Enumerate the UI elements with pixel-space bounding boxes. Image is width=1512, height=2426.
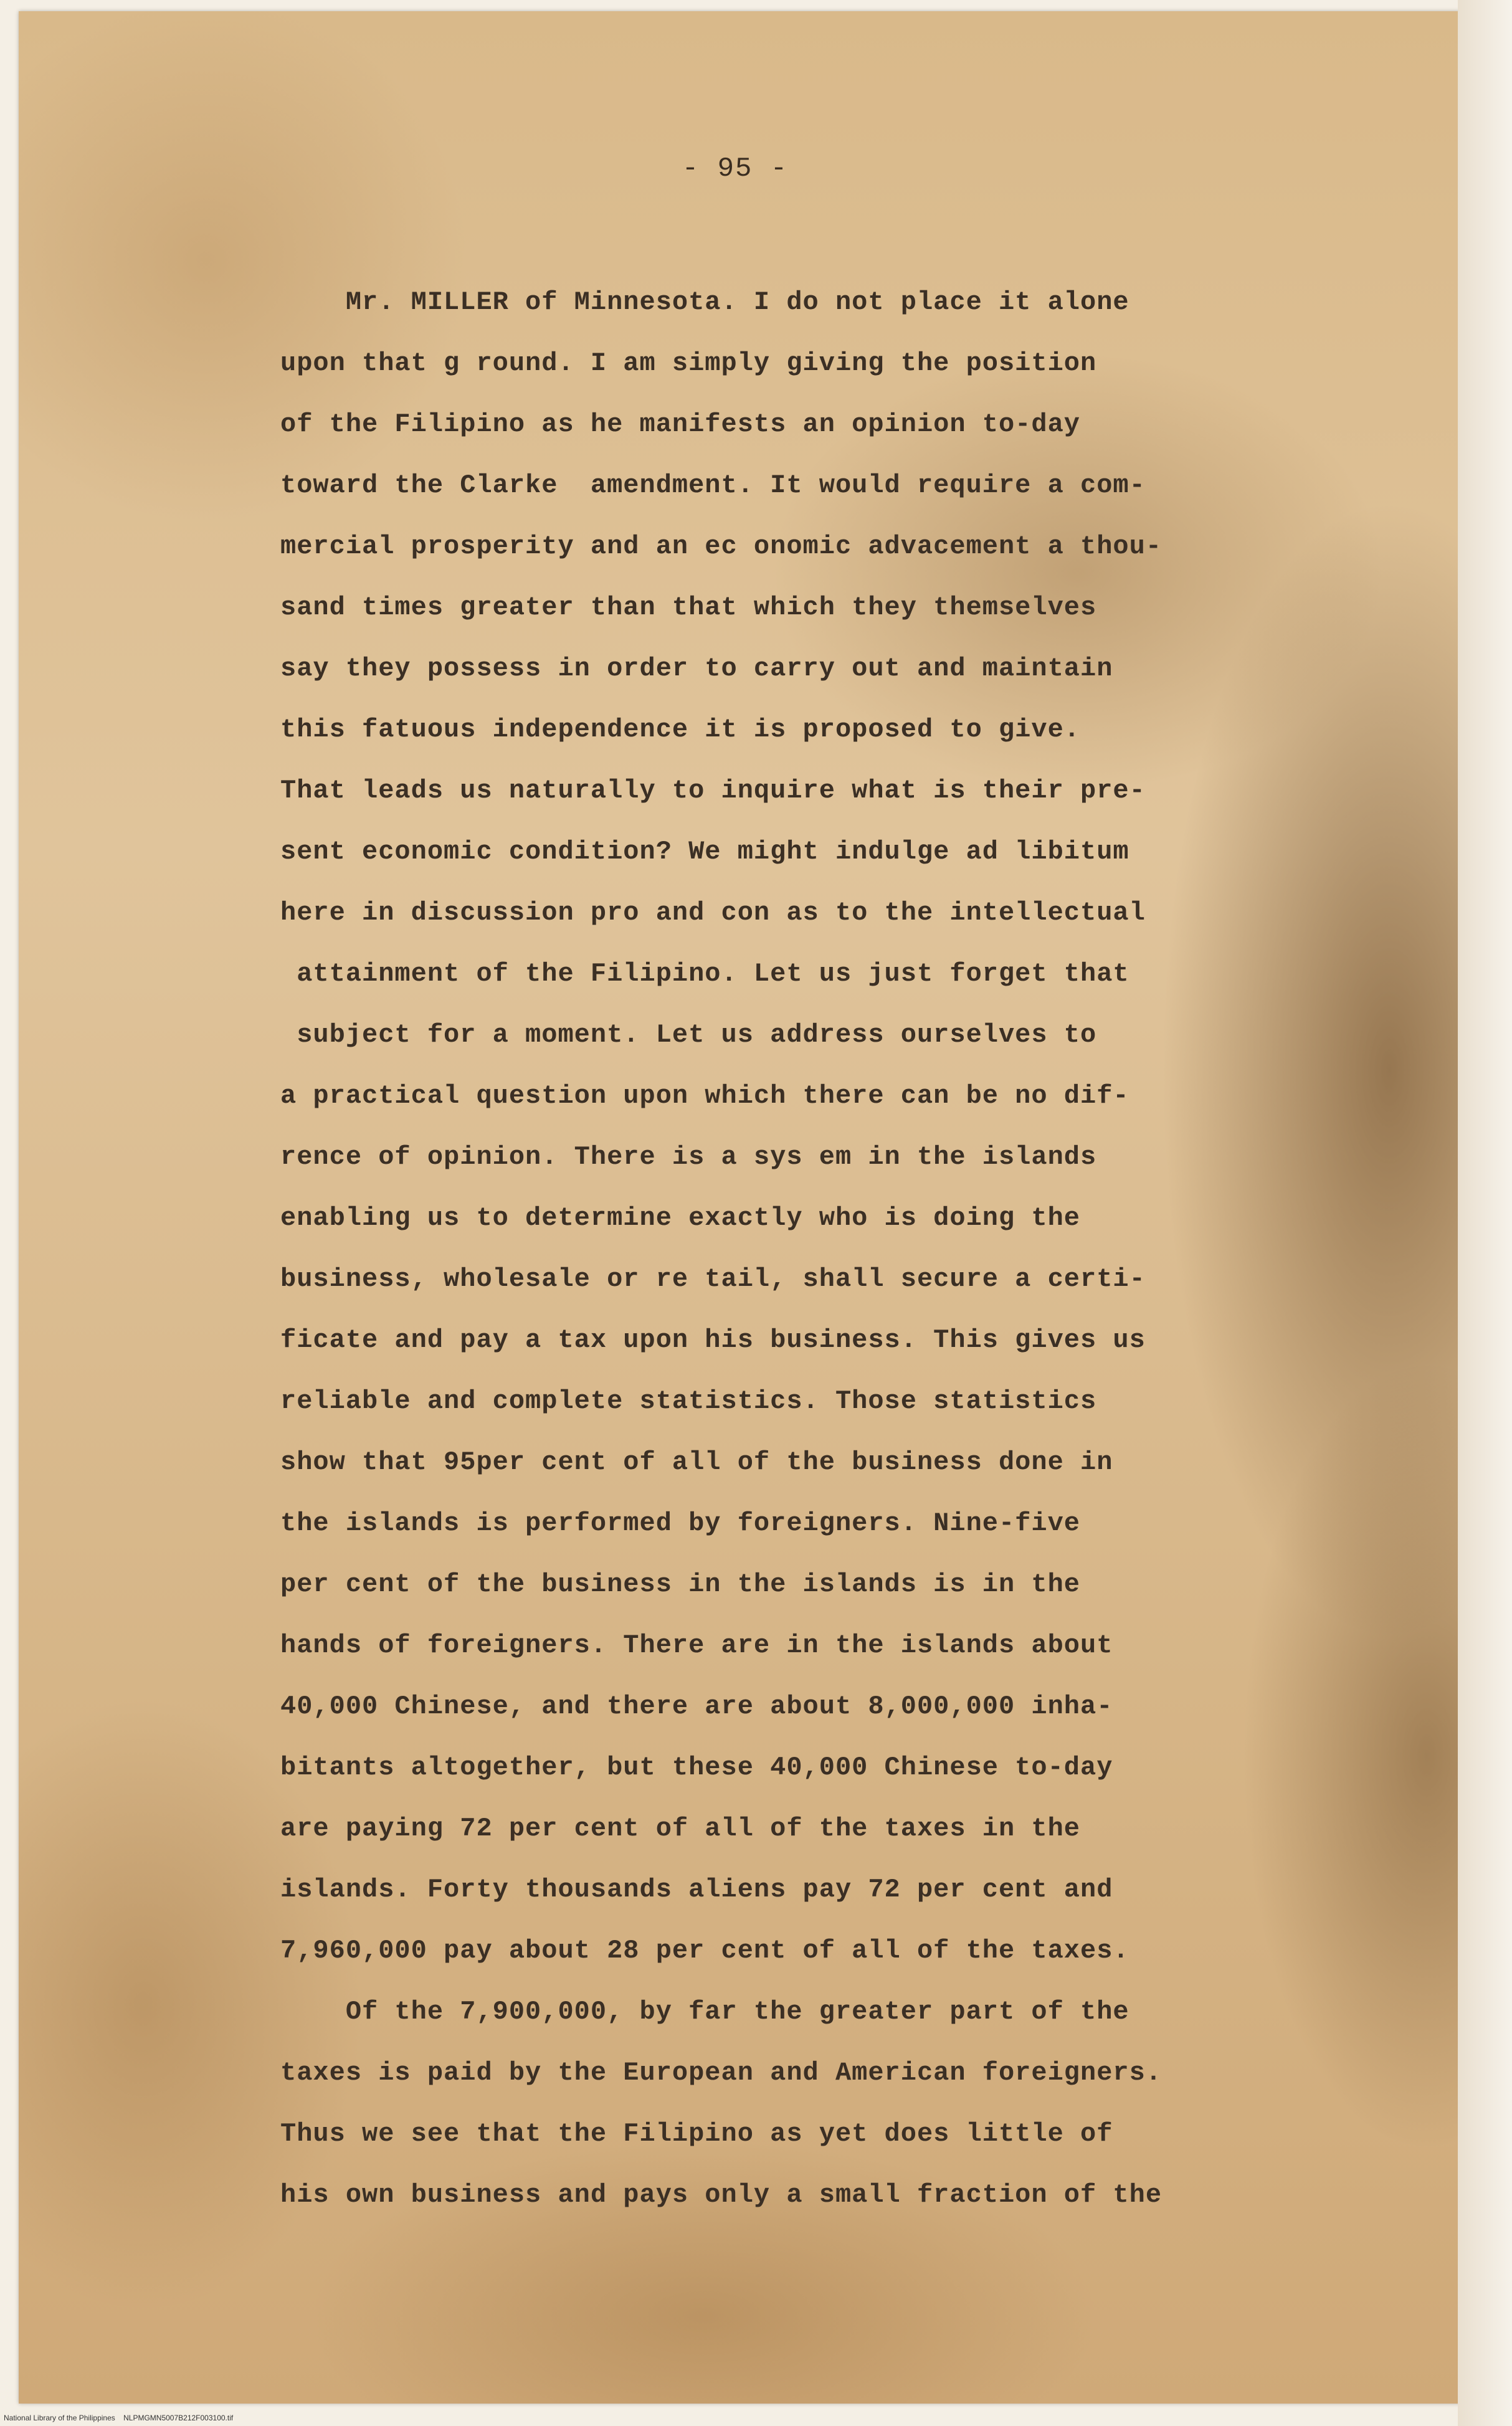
- text-line: Mr. MILLER of Minnesota. I do not place it alone: [280, 287, 1129, 317]
- text-line: Of the 7,900,000, by far the greater part of the: [280, 1997, 1129, 2027]
- body-text: [280, 272, 1290, 2225]
- text-line: 7,960,000 pay about 28 per cent of all of the taxes.: [280, 1936, 1129, 1966]
- text-line: business, wholesale or re tail, shall secure a certi-: [280, 1264, 1146, 1294]
- text-line: here in discussion pro and con as to the intellectual: [280, 898, 1146, 928]
- text-line: That leads us naturally to inquire what is their pre-: [280, 776, 1146, 806]
- archive-footer: National Library of the Philippines NLPMGMN5007B212F003100.tif: [4, 2414, 234, 2422]
- scan-margin: [1458, 0, 1512, 2426]
- text-line: show that 95per cent of all of the business done in: [280, 1447, 1113, 1477]
- text-line: ficate and pay a tax upon his business. This gives us: [280, 1325, 1146, 1355]
- text-line: Thus we see that the Filipino as yet does little of: [280, 2119, 1113, 2149]
- text-line: mercial prosperity and an ec onomic advacement a thou-: [280, 531, 1163, 561]
- text-line: sand times greater than that which they themselves: [280, 592, 1097, 622]
- text-line: rence of opinion. There is a sys em in the islands: [280, 1142, 1097, 1172]
- text-line: taxes is paid by the European and American foreigners.: [280, 2058, 1163, 2088]
- text-line: islands. Forty thousands aliens pay 72 per cent and: [280, 1875, 1113, 1905]
- text-line: attainment of the Filipino. Let us just forget that: [280, 959, 1129, 989]
- text-line: enabling us to determine exactly who is doing the: [280, 1203, 1081, 1233]
- text-line: a practical question upon which there can be no dif-: [280, 1081, 1129, 1111]
- text-line: reliable and complete statistics. Those statistics: [280, 1386, 1097, 1416]
- text-line: the islands is performed by foreigners. Nine-five: [280, 1508, 1081, 1538]
- text-line: are paying 72 per cent of all of the taxes in the: [280, 1814, 1081, 1843]
- text-line: subject for a moment. Let us address ourselves to: [280, 1020, 1097, 1050]
- text-line: toward the Clarke amendment. It would require a com-: [280, 470, 1146, 500]
- text-line: upon that g round. I am simply giving the position: [280, 348, 1097, 378]
- text-line: bitants altogether, but these 40,000 Chinese to-day: [280, 1753, 1113, 1782]
- text-line: his own business and pays only a small fraction of the: [280, 2180, 1163, 2210]
- text-line: say they possess in order to carry out and maintain: [280, 654, 1113, 683]
- text-line: sent economic condition? We might indulge ad libitum: [280, 837, 1129, 867]
- text-line: per cent of the business in the islands is in the: [280, 1569, 1081, 1599]
- document-page: [19, 11, 1473, 2404]
- text-line: of the Filipino as he manifests an opinion to-day: [280, 409, 1081, 439]
- page-number: - 95 -: [682, 153, 789, 184]
- text-line: hands of foreigners. There are in the islands about: [280, 1630, 1113, 1660]
- text-line: this fatuous independence it is proposed to give.: [280, 715, 1081, 744]
- text-line: 40,000 Chinese, and there are about 8,000,000 inha-: [280, 1691, 1113, 1721]
